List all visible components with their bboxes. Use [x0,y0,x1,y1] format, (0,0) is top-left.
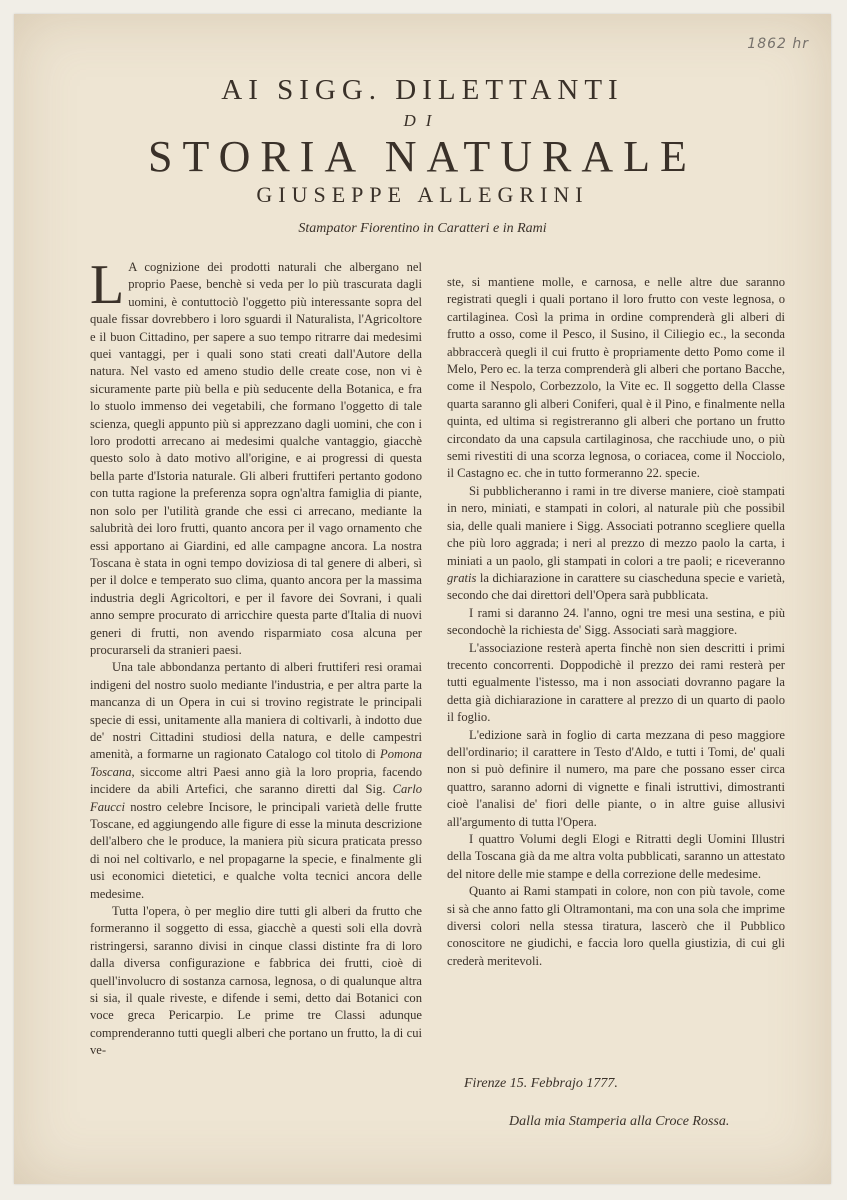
paragraph-text: , siccome altri Paesi anno già la loro propria, facendo incidere da abili Artefici, che saranno diretti dal Sig. [90,764,422,797]
paragraph-text: A cognizione dei prodotti naturali che albergano nel proprio Paese, benchè si veda per lo più trascurata dagli uomini, è contuttociò l'oggetto più interessante sopra del quale fissar dovrebbero i loro sguardi il Naturalista, l'Agricoltore e il buon Cittadino, per sapere a suo tempo ritrarre dai medesimi quei vantaggi, per i quali sono stati creati dall'Autore della natura. Nel vasto ed ameno studio delle create cose, non vi è sicuramente parte più bella e più seducente della Botanica, e fra lo stuolo immenso dei vegetabili, che formano l'oggetto di tale scienza, quegli appunto più si apprezzano dagli uomini, che con i loro prodotti arrecano ai medesimi qualche vantaggio, giacchè questo solo à dato motivo all'origine, e ai progressi di questa bella parte d'Istoria naturale. Gli alberi fruttiferi pertanto godono con tutta ragione la preferenza sopra ogn'altra famiglia di piante, non solo per l'utilità grande che essi ci arrecano, mediante la salubrità dei loro frutti, quanto ancora per il vago ornamento che essi apportano ai Giardini, ed alle campagne ancora. La nostra Toscana è stata in ogni tempo doviziosa di tal genere di alberi, sì per il dolce e temperato suo clima, quanto ancora per la massima industria degli Agricoltori, e per il favore dei Sovrani, i quali anno sempre procurato di arricchire questa parte d'Italia di nuovi generi di frutti, non avendo risparmiato cosa alcuna per procurarseli da stranieri paesi. [90,260,422,657]
imprint-line: Dalla mia Stamperia alla Croce Rossa. [509,1114,730,1129]
paragraph: I quattro Volumi degli Elogi e Ritratti degli Uomini Illustri della Toscana già da me altra volta pubblicati, saranno un attestato del nitore delle mie stampe e della correzione delle medesime. [447,832,785,881]
heading-line-2: DI [403,111,442,130]
paragraph [90,903,422,1060]
date-line: Firenze 15. Febbrajo 1777. [464,1076,618,1091]
left-column [90,254,422,1060]
paragraph-text: la dichiarazione in carattere su ciascheduna specie e varietà, secondo che dai direttori dell'Opera sarà pubblicata. [447,570,785,603]
printed-sheet [14,14,831,1184]
engraver-name: Carlo Faucci [90,782,422,814]
paragraph-text: Si pubblicheranno i rami in tre diverse maniere, cioè stampati in nero, miniati, e stampati in colori, al naturale più che possibil sia, delle quali maniere i Sigg. Associati potranno scegliere quella che più loro aggrada; i neri al prezzo di mezzo paolo la carta, i miniati a un paolo, gli stampati in colori a tre paoli; e riceveranno [447,483,785,568]
drop-cap: L [90,254,125,316]
paragraph-text: ste, si mantiene molle, e carnosa, e nelle altre due saranno registrati quegli i quali portano il loro frutto con veste legnosa, o cartilaginea. Così la prima in ordine comprenderà gli alberi di frutto a osso, come il Pesco, il Susino, il Ciliegio ec., la seconda abbraccerà quegli il cui frutto è propriamente detto Pomo come il Melo, Pero ec. la terza comprenderà gli alberi che portano Bacche, come il Nespolo, Corbezzolo, la Vite ec. Il soggetto della Classe quarta saranno gli alberi Coniferi, qual è il Pino, e finalmente nella quinta, ed ultima si registreranno gli alberi che portano un frutto circondato da una capsula cartilaginosa, che racchiude uno, o più semi rivestiti di una scorza legnosa, o coriacea, come il Nocciolo, il Castagno ec. che in tutto formeranno 22. specie. [447,275,785,481]
paragraph: Quanto ai Rami stampati in colore, non con più tavole, come si sà che anno fatto gli Oltramontani, ma con una sola che imprime diversi colori nella stessa tiratura, lascerò che il Pubblico conoscitore ne giudichi, e faccia loro quella giustizia, di cui gli crederà meritevoli. [447,884,785,968]
paragraph: L'edizione sarà in foglio di carta mezzana di peso maggiore dell'ordinario; il carattere in Testo d'Aldo, e tutti i Tomi, de' quali non si può definire il numero, ma pare che possano esser circa quattro, saranno adorni di vignette e finali istruttivi, dimostranti cioè l'analisi de' fiori delle piante, o in altre guise allusivi all'argumento di tutta l'Opera. [447,727,785,829]
emphasis: gratis [447,570,477,585]
paragraph [447,274,785,483]
heading-subtitle: Stampator Fiorentino in Caratteri e in Rami [298,221,547,236]
paragraph-text: Una tale abbondanza pertanto di alberi fruttiferi resi oramai indigeni del nostro suolo mediante l'industria, e per altra parte la mancanza di un Opera in cui si trovino registrate le principali specie di essi, unitamente alla maniera di coltivarli, à indotto due de' nostri Cittadini studiosi della natura, e delle campestri amenità, a formarne un ragionato Catalogo col titolo di [90,660,422,762]
right-column [447,274,785,970]
heading-printer-name: GIUSEPPE ALLEGRINI [256,182,589,207]
paragraph: I rami si daranno 24. l'anno, ogni tre mesi una sestina, e più secondochè la richiesta de' Sigg. Associati sarà maggiore. [447,605,785,638]
paragraph [90,254,422,659]
work-title: Pomona Toscana [90,747,422,779]
heading-block [14,74,831,238]
heading-line-1: AI SIGG. DILETTANTI [221,74,624,106]
paragraph-text: nostro celebre Incisore, le principali varietà delle frutte Toscane, ed aggiungendo alle figure di esse la minuta descrizione dell'albero che le produce, la maniera più sicura praticata presso di noi nel coltivarlo, e nel propagarne la specie, e finalmente gli usi economici dietetici, e qualche volta tecnici ancora delle medesime. [90,799,422,901]
paragraph [90,659,422,903]
paragraph: L'associazione resterà aperta finchè non sien descritti i primi trecento concorrenti. Doppodichè il prezzo dei rami resterà per tutti egualmente l'istesso, ma i non associati dovranno pagare la detta già dichiarazione in carattere al prezzo di un quarto di paolo il foglio. [447,640,785,725]
paragraph-text: Tutta l'opera, ò per meglio dire tutti gli alberi da frutto che formeranno il soggetto di essa, giacchè a questi soli ella dovrà ristringersi, saranno divisi in cinque classi distinte fra di loro dalla diversa configurazione e fabbrica dei frutti, cioè di quell'involucro di sostanza carnosa, legnosa, o di qualunque altra si sia, il quale riveste, e difende i semi, detto dai Botanici con voce greca Pericarpio. Le prime tre Classi adunque comprenderanno tutti quegli alberi che portano un frutto, la di cui ve- [90,904,422,1058]
margin-note: 1862 hr [747,36,809,52]
heading-title: STORIA NATURALE [148,132,697,181]
paragraph [447,483,785,605]
